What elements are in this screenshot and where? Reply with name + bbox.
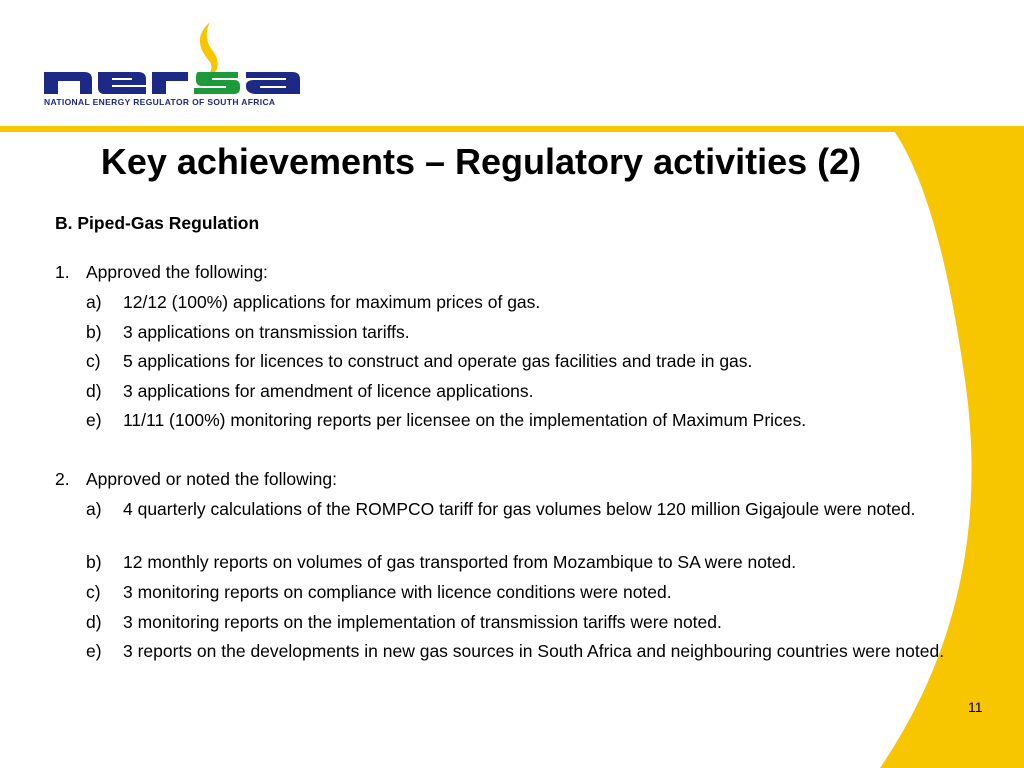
list-item-text: Approved or noted the following: <box>86 469 337 489</box>
sub-list-item <box>86 639 956 663</box>
sub-list-text: 3 applications for amendment of licence applications. <box>123 381 534 401</box>
sub-list-text: 11/11 (100%) monitoring reports per licensee on the implementation of Maximum Prices. <box>123 410 807 430</box>
sub-list-item <box>86 580 956 604</box>
sub-list-text: 12/12 (100%) applications for maximum prices of gas. <box>123 292 541 312</box>
sub-list-item <box>86 379 956 403</box>
sub-list-text: 3 reports on the developments in new gas sources in South Africa and neighbouring countries were noted. <box>123 641 945 661</box>
sub-list-text: 12 monthly reports on volumes of gas transported from Mozambique to SA were noted. <box>123 552 797 572</box>
sub-list-item <box>86 550 956 574</box>
header-rule <box>0 126 1024 132</box>
logo-letter-r <box>152 72 188 94</box>
sub-list-item <box>86 610 956 634</box>
logo-letter-e <box>98 72 146 94</box>
sub-list-label: c) <box>86 351 101 371</box>
sub-list-item <box>86 497 956 521</box>
sub-list-label: a) <box>86 292 102 312</box>
sub-list-label: d) <box>86 381 102 401</box>
sub-list-text: 5 applications for licences to construct and operate gas facilities and trade in gas. <box>123 351 753 371</box>
sub-list-label: e) <box>86 641 102 661</box>
list-number: 2. <box>55 469 70 489</box>
sub-list-text: 3 applications on transmission tariffs. <box>123 322 410 342</box>
flame-icon <box>200 22 218 80</box>
logo-caption: NATIONAL ENERGY REGULATOR OF SOUTH AFRICA <box>44 97 276 107</box>
yellow-swoosh <box>880 128 1024 768</box>
sub-list-text: 3 monitoring reports on compliance with licence conditions were noted. <box>123 582 672 602</box>
nersa-logo <box>42 18 304 110</box>
slide-title: Key achievements – Regulatory activities (2) <box>100 141 862 182</box>
section-heading: B. Piped-Gas Regulation <box>55 213 260 233</box>
sub-list-label: b) <box>86 552 102 572</box>
page-number: 11 <box>968 699 983 715</box>
sub-list-text: 4 quarterly calculations of the ROMPCO tariff for gas volumes below 120 million Gigajoule were noted. <box>123 499 916 519</box>
logo-letter-a <box>246 72 300 94</box>
nersa-logo-mark <box>42 18 304 96</box>
sub-list-label: b) <box>86 322 102 342</box>
sub-list-label: e) <box>86 410 102 430</box>
sub-list-text: 3 monitoring reports on the implementation of transmission tariffs were noted. <box>123 612 722 632</box>
sub-list-label: c) <box>86 582 101 602</box>
sub-list-item <box>86 290 956 314</box>
sub-list-item <box>86 349 956 373</box>
sub-list-label: d) <box>86 612 102 632</box>
logo-letter-n <box>44 72 92 94</box>
list-number: 1. <box>55 262 70 282</box>
sub-list-item <box>86 408 956 432</box>
list-item-text: Approved the following: <box>86 262 268 282</box>
logo-letter-s <box>194 72 240 94</box>
sub-list-label: a) <box>86 499 102 519</box>
sub-list-item <box>86 320 956 344</box>
